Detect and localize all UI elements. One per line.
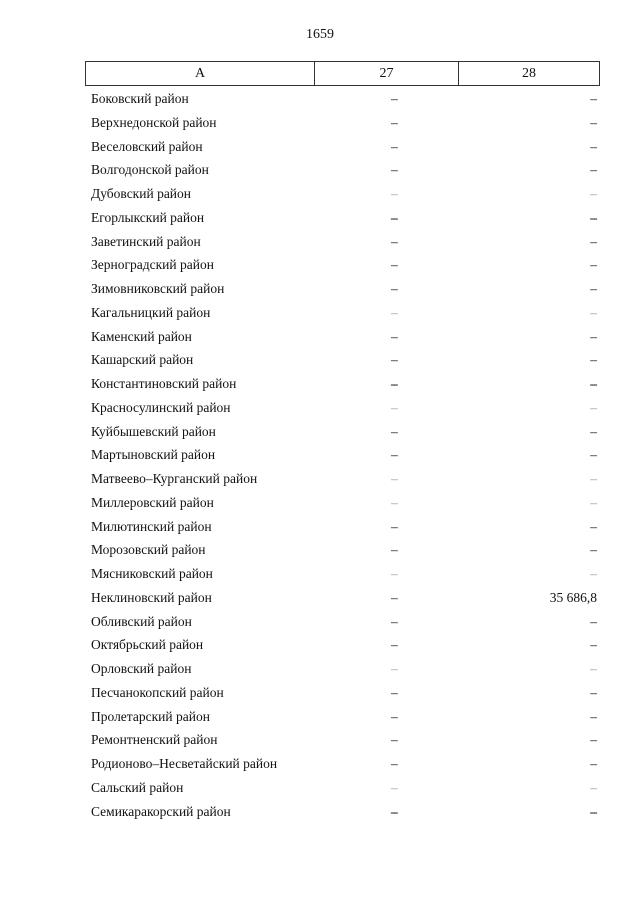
value-col-28: – bbox=[590, 613, 597, 629]
value-col-27: – bbox=[391, 233, 398, 249]
value-col-27: – bbox=[391, 209, 398, 225]
table-row bbox=[85, 420, 600, 444]
table-row bbox=[85, 681, 600, 705]
value-col-28: – bbox=[590, 518, 597, 534]
value-col-28: – bbox=[590, 91, 597, 107]
table-row bbox=[85, 230, 600, 254]
value-col-27: – bbox=[391, 684, 398, 700]
district-name: Пролетарский район bbox=[91, 708, 210, 724]
page-number: 1659 bbox=[306, 27, 334, 42]
table-row bbox=[85, 705, 600, 729]
value-col-27: – bbox=[391, 91, 398, 107]
value-col-28: – bbox=[590, 684, 597, 700]
value-col-27: – bbox=[391, 494, 398, 510]
value-col-28: – bbox=[590, 779, 597, 795]
table-row bbox=[85, 348, 600, 372]
district-name: Волгодонской район bbox=[91, 162, 209, 178]
district-name: Веселовский район bbox=[91, 138, 203, 154]
header-col-a: А bbox=[86, 62, 315, 85]
district-name: Кагальницкий район bbox=[91, 304, 211, 320]
table-row bbox=[85, 657, 600, 681]
value-col-28: – bbox=[590, 233, 597, 249]
table-row bbox=[85, 776, 600, 800]
value-col-27: – bbox=[391, 162, 398, 178]
value-col-28: – bbox=[590, 376, 597, 392]
table-row bbox=[85, 206, 600, 230]
district-name: Мартыновский район bbox=[91, 447, 216, 463]
district-name: Кашарский район bbox=[91, 352, 194, 368]
table-row bbox=[85, 562, 600, 586]
district-name: Семикаракорский район bbox=[91, 803, 231, 819]
table-row bbox=[85, 467, 600, 491]
value-col-27: – bbox=[391, 756, 398, 772]
table-row bbox=[85, 182, 600, 206]
table-row bbox=[85, 135, 600, 159]
value-col-27: – bbox=[391, 423, 398, 439]
district-name: Родионово–Несветайский район bbox=[91, 756, 278, 772]
table-row bbox=[85, 515, 600, 539]
value-col-27: – bbox=[391, 352, 398, 368]
value-col-28: – bbox=[590, 114, 597, 130]
district-name: Куйбышевский район bbox=[91, 423, 216, 439]
value-col-28: – bbox=[590, 803, 597, 819]
district-name: Верхнедонской район bbox=[91, 114, 217, 130]
value-col-27: – bbox=[391, 186, 398, 202]
district-name: Орловский район bbox=[91, 661, 192, 677]
value-col-27: – bbox=[391, 399, 398, 415]
value-col-28: – bbox=[590, 661, 597, 677]
value-col-27: – bbox=[391, 376, 398, 392]
value-col-28: – bbox=[590, 732, 597, 748]
district-name: Боковский район bbox=[91, 91, 189, 107]
value-col-28: – bbox=[590, 494, 597, 510]
value-col-28: – bbox=[590, 186, 597, 202]
value-col-27: – bbox=[391, 803, 398, 819]
value-col-27: – bbox=[391, 566, 398, 582]
district-name: Морозовский район bbox=[91, 542, 206, 558]
value-col-28: – bbox=[590, 281, 597, 297]
district-name: Миллеровский район bbox=[91, 494, 214, 510]
value-col-27: – bbox=[391, 304, 398, 320]
table-row bbox=[85, 158, 600, 182]
value-col-27: – bbox=[391, 708, 398, 724]
district-name: Константиновский район bbox=[91, 376, 237, 392]
value-col-28: – bbox=[590, 328, 597, 344]
value-col-28: – bbox=[590, 257, 597, 273]
table-row bbox=[85, 610, 600, 634]
district-name: Октябрьский район bbox=[91, 637, 204, 653]
district-name: Ремонтненский район bbox=[91, 732, 218, 748]
value-col-28: – bbox=[590, 399, 597, 415]
table-row bbox=[85, 277, 600, 301]
table-row bbox=[85, 253, 600, 277]
table-row bbox=[85, 728, 600, 752]
district-name: Мясниковский район bbox=[91, 566, 213, 582]
value-col-28: – bbox=[590, 756, 597, 772]
district-name: Матвеево–Курганский район bbox=[91, 471, 258, 487]
header-col-28: 28 bbox=[522, 65, 536, 81]
value-col-27: – bbox=[391, 328, 398, 344]
district-name: Егорлыкский район bbox=[91, 209, 205, 225]
value-col-28: – bbox=[590, 447, 597, 463]
value-col-27: – bbox=[391, 779, 398, 795]
value-col-28: – bbox=[590, 637, 597, 653]
value-col-28: – bbox=[590, 542, 597, 558]
value-col-27: – bbox=[391, 613, 398, 629]
district-name: Зимовниковский район bbox=[91, 281, 225, 297]
table-row bbox=[85, 325, 600, 349]
table-body bbox=[85, 87, 600, 823]
value-col-27: – bbox=[391, 518, 398, 534]
header-col-27: 27 bbox=[315, 62, 459, 85]
value-col-27: – bbox=[391, 542, 398, 558]
value-col-27: – bbox=[391, 637, 398, 653]
district-name: Песчанокопский район bbox=[91, 684, 224, 700]
value-col-28: – bbox=[590, 708, 597, 724]
table-row bbox=[85, 443, 600, 467]
value-col-27: – bbox=[391, 447, 398, 463]
table-row bbox=[85, 87, 600, 111]
value-col-27: – bbox=[391, 138, 398, 154]
district-name: Дубовский район bbox=[91, 186, 192, 202]
table-row bbox=[85, 396, 600, 420]
value-col-27: – bbox=[391, 589, 398, 605]
district-name: Обливский район bbox=[91, 613, 192, 629]
table-row bbox=[85, 372, 600, 396]
district-name: Красносулинский район bbox=[91, 399, 231, 415]
value-col-28: – bbox=[590, 471, 597, 487]
table-row bbox=[85, 538, 600, 562]
district-name: Зерноградский район bbox=[91, 257, 214, 273]
table-row bbox=[85, 752, 600, 776]
district-name: Сальский район bbox=[91, 779, 184, 795]
value-col-28: – bbox=[590, 304, 597, 320]
value-col-27: – bbox=[391, 471, 398, 487]
district-name: Милютинский район bbox=[91, 518, 212, 534]
value-col-28: – bbox=[590, 209, 597, 225]
table-row bbox=[85, 633, 600, 657]
district-name: Каменский район bbox=[91, 328, 192, 344]
value-col-27: – bbox=[391, 732, 398, 748]
table-row bbox=[85, 491, 600, 515]
value-col-28: – bbox=[590, 138, 597, 154]
table-row bbox=[85, 111, 600, 135]
value-col-28: – bbox=[590, 423, 597, 439]
value-col-28: 35 686,8 bbox=[549, 589, 597, 605]
table-header bbox=[85, 61, 600, 86]
value-col-28: – bbox=[590, 566, 597, 582]
table-row bbox=[85, 301, 600, 325]
district-name: Неклиновский район bbox=[91, 589, 212, 605]
value-col-27: – bbox=[391, 661, 398, 677]
value-col-27: – bbox=[391, 114, 398, 130]
district-name: Заветинский район bbox=[91, 233, 201, 249]
value-col-28: – bbox=[590, 352, 597, 368]
value-col-28: – bbox=[590, 162, 597, 178]
table-row bbox=[85, 586, 600, 610]
value-col-27: – bbox=[391, 281, 398, 297]
value-col-27: – bbox=[391, 257, 398, 273]
table-row bbox=[85, 800, 600, 824]
